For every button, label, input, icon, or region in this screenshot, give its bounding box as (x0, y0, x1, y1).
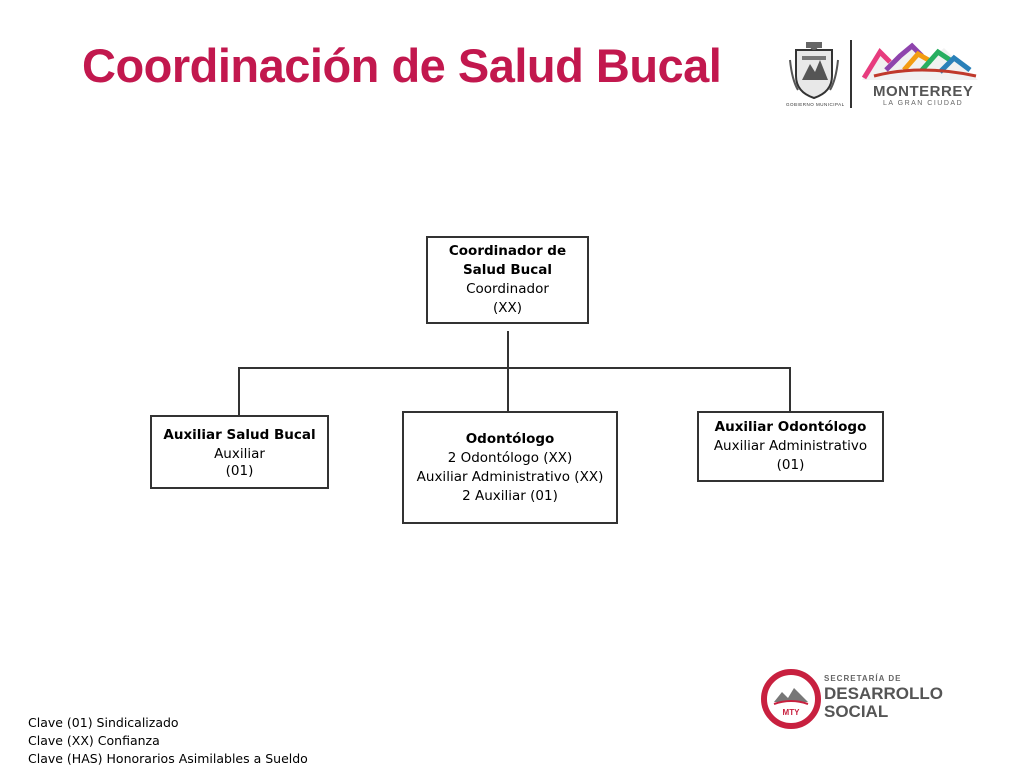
node-line: 2 Odontólogo (XX) (447, 449, 573, 466)
org-node-odontologo (402, 411, 618, 524)
gobierno-municipal-text: GOBIERNO MUNICIPAL (786, 102, 845, 107)
desarrollo-label: DESARROLLO (824, 684, 943, 703)
mty-circle-badge-icon (760, 668, 822, 730)
node-line: (01) (225, 463, 254, 479)
node-line: Auxiliar Administrativo (XX) (416, 468, 604, 485)
legend-item: Clave (HAS) Honorarios Asimilables a Sueldo (28, 751, 308, 766)
node-title: Odontólogo (465, 430, 555, 447)
org-node-auxiliar-odontologo (697, 411, 884, 482)
node-line: Coordinador (466, 281, 549, 297)
monterrey-name: MONTERREY (873, 83, 974, 100)
legend-item: Clave (XX) Confianza (28, 733, 160, 748)
horizontal-connector-line (238, 367, 791, 369)
node-line: (XX) (492, 300, 523, 316)
logo-divider (850, 40, 852, 108)
node-title: Auxiliar Salud Bucal (163, 427, 316, 443)
root-connector-line (507, 331, 509, 413)
legend-item: Clave (01) Sindicalizado (28, 715, 179, 730)
mty-badge-text: MTY (782, 708, 800, 717)
node-title: Coordinador de Salud Bucal (448, 243, 567, 278)
node-line: Auxiliar (214, 446, 265, 462)
node-line: 2 Auxiliar (01) (462, 487, 558, 504)
org-node-coordinador (426, 236, 589, 324)
secretaria-label: SECRETARÍA DE (824, 674, 902, 683)
desarrollo-social-logo (760, 666, 960, 732)
page-title: Coordinación de Salud Bucal (82, 39, 722, 92)
legend (28, 714, 308, 768)
social-label: SOCIAL (824, 702, 889, 721)
right-branch-line (789, 367, 791, 413)
node-line: (01) (776, 457, 805, 473)
left-branch-line (238, 367, 240, 417)
mountain-logo-icon (860, 40, 980, 82)
monterrey-tagline: LA GRAN CIUDAD (883, 100, 964, 107)
coat-of-arms-icon (788, 40, 840, 102)
org-node-auxiliar-salud-bucal (150, 415, 329, 489)
monterrey-logo (780, 36, 990, 112)
node-title: Auxiliar Odontólogo (714, 419, 867, 435)
node-line: Auxiliar Administrativo (713, 438, 868, 454)
